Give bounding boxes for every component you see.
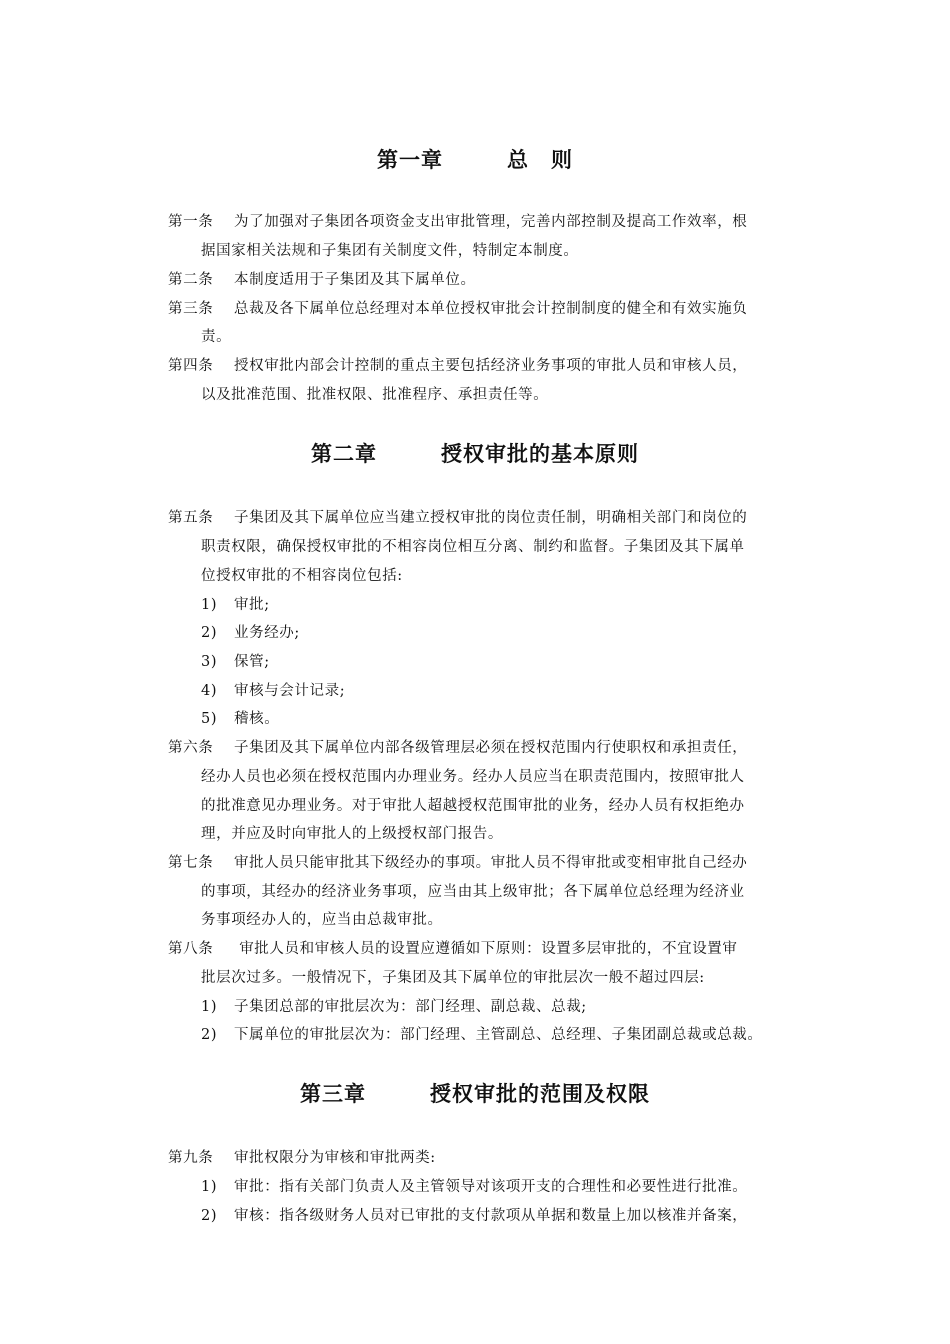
list-item [201, 1175, 747, 1196]
article-line [168, 736, 747, 757]
article-line: 据国家相关法规和子集团有关制度文件，特制定本制度。 [201, 243, 579, 259]
article-text: 子集团及其下属单位内部各级管理层必须在授权范围内行使职权和承担责任， [234, 740, 748, 756]
list-item-text: 保管; [234, 654, 270, 670]
list-item-number: 2) [201, 1027, 218, 1043]
article-line: 以及批准范围、批准权限、批准程序、承担责任等。 [201, 387, 549, 403]
chapter-heading [0, 144, 950, 174]
article-text: 审批人员只能审批其下级经办的事项。审批人员不得审批或变相审批自己经办 [234, 855, 748, 871]
article-line [168, 851, 747, 872]
list-item [201, 1204, 747, 1225]
chapter-heading [0, 438, 950, 468]
list-item-text: 业务经办; [234, 625, 300, 641]
article-line: 责。 [201, 329, 232, 345]
list-item [201, 679, 345, 700]
list-item-number: 1) [201, 999, 218, 1015]
chapter-number: 第一章 [377, 148, 443, 172]
article-text: 本制度适用于子集团及其下属单位。 [234, 272, 476, 288]
article-line: 批层次过多。一般情况下，子集团及其下属单位的审批层次一般不超过四层: [201, 970, 705, 986]
list-item [201, 707, 279, 728]
article-label: 第三条 [168, 301, 214, 317]
list-item-text: 审批：指有关部门负责人及主管领导对该项开支的合理性和必要性进行批准。 [234, 1179, 748, 1195]
article-line: 经办人员也必须在授权范围内办理业务。经办人员应当在职责范围内，按照审批人 [201, 769, 745, 785]
list-item [201, 1023, 763, 1044]
article-label: 第一条 [168, 214, 214, 230]
article-text: 总裁及各下属单位总经理对本单位授权审批会计控制制度的健全和有效实施负 [234, 301, 748, 317]
chapter-title: 授权审批的基本原则 [441, 442, 639, 466]
list-item-text: 审核：指各级财务人员对已审批的支付款项从单据和数量上加以核准并备案， [234, 1208, 748, 1224]
list-item-text: 稽核。 [234, 711, 280, 727]
article-label: 第四条 [168, 358, 214, 374]
chapter-number: 第三章 [300, 1082, 366, 1106]
list-item [201, 593, 270, 614]
chapter-number: 第二章 [311, 442, 377, 466]
article-line [168, 1146, 436, 1167]
chapter-title: 总 则 [507, 148, 573, 172]
article-text: 授权审批内部会计控制的重点主要包括经济业务事项的审批人员和审核人员， [234, 358, 748, 374]
article-line: 位授权审批的不相容岗位包括: [201, 568, 403, 584]
list-item-number: 5) [201, 711, 218, 727]
article-line [168, 268, 476, 289]
article-label: 第九条 [168, 1150, 214, 1166]
list-item-text: 子集团总部的审批层次为：部门经理、副总裁、总裁; [234, 999, 587, 1015]
article-line [168, 210, 747, 231]
article-line: 的批准意见办理业务。对于审批人超越授权范围审批的业务，经办人员有权拒绝办 [201, 798, 745, 814]
article-line: 理，并应及时向审批人的上级授权部门报告。 [201, 826, 503, 842]
list-item-text: 下属单位的审批层次为：部门经理、主管副总、总经理、子集团副总裁或总裁。 [234, 1027, 763, 1043]
article-line [168, 937, 738, 958]
list-item-number: 1) [201, 597, 218, 613]
article-text: 审批权限分为审核和审批两类: [234, 1150, 436, 1166]
article-label: 第五条 [168, 510, 214, 526]
article-label: 第八条 [168, 941, 214, 957]
list-item [201, 650, 270, 671]
article-label: 第二条 [168, 272, 214, 288]
list-item-number: 3) [201, 654, 218, 670]
article-text: 为了加强对子集团各项资金支出审批管理，完善内部控制及提高工作效率，根 [234, 214, 748, 230]
chapter-heading [0, 1078, 950, 1108]
article-text: 子集团及其下属单位应当建立授权审批的岗位责任制，明确相关部门和岗位的 [234, 510, 748, 526]
list-item [201, 995, 587, 1016]
article-line [168, 297, 747, 318]
list-item-number: 2) [201, 625, 218, 641]
list-item-number: 2) [201, 1208, 218, 1224]
article-line: 职责权限，确保授权审批的不相容岗位相互分离、制约和监督。子集团及其下属单 [201, 539, 745, 555]
chapter-title: 授权审批的范围及权限 [430, 1082, 650, 1106]
article-label: 第七条 [168, 855, 214, 871]
article-line [168, 354, 747, 375]
list-item-text: 审核与会计记录; [234, 683, 346, 699]
list-item-text: 审批; [234, 597, 270, 613]
article-text: 审批人员和审核人员的设置应遵循如下原则：设置多层审批的，不宜设置审 [234, 941, 738, 957]
list-item-number: 1) [201, 1179, 218, 1195]
article-line: 的事项，其经办的经济业务事项，应当由其上级审批；各下属单位总经理为经济业 [201, 884, 745, 900]
article-label: 第六条 [168, 740, 214, 756]
list-item [201, 621, 300, 642]
list-item-number: 4) [201, 683, 218, 699]
article-line [168, 506, 747, 527]
article-line: 务事项经办人的，应当由总裁审批。 [201, 912, 443, 928]
